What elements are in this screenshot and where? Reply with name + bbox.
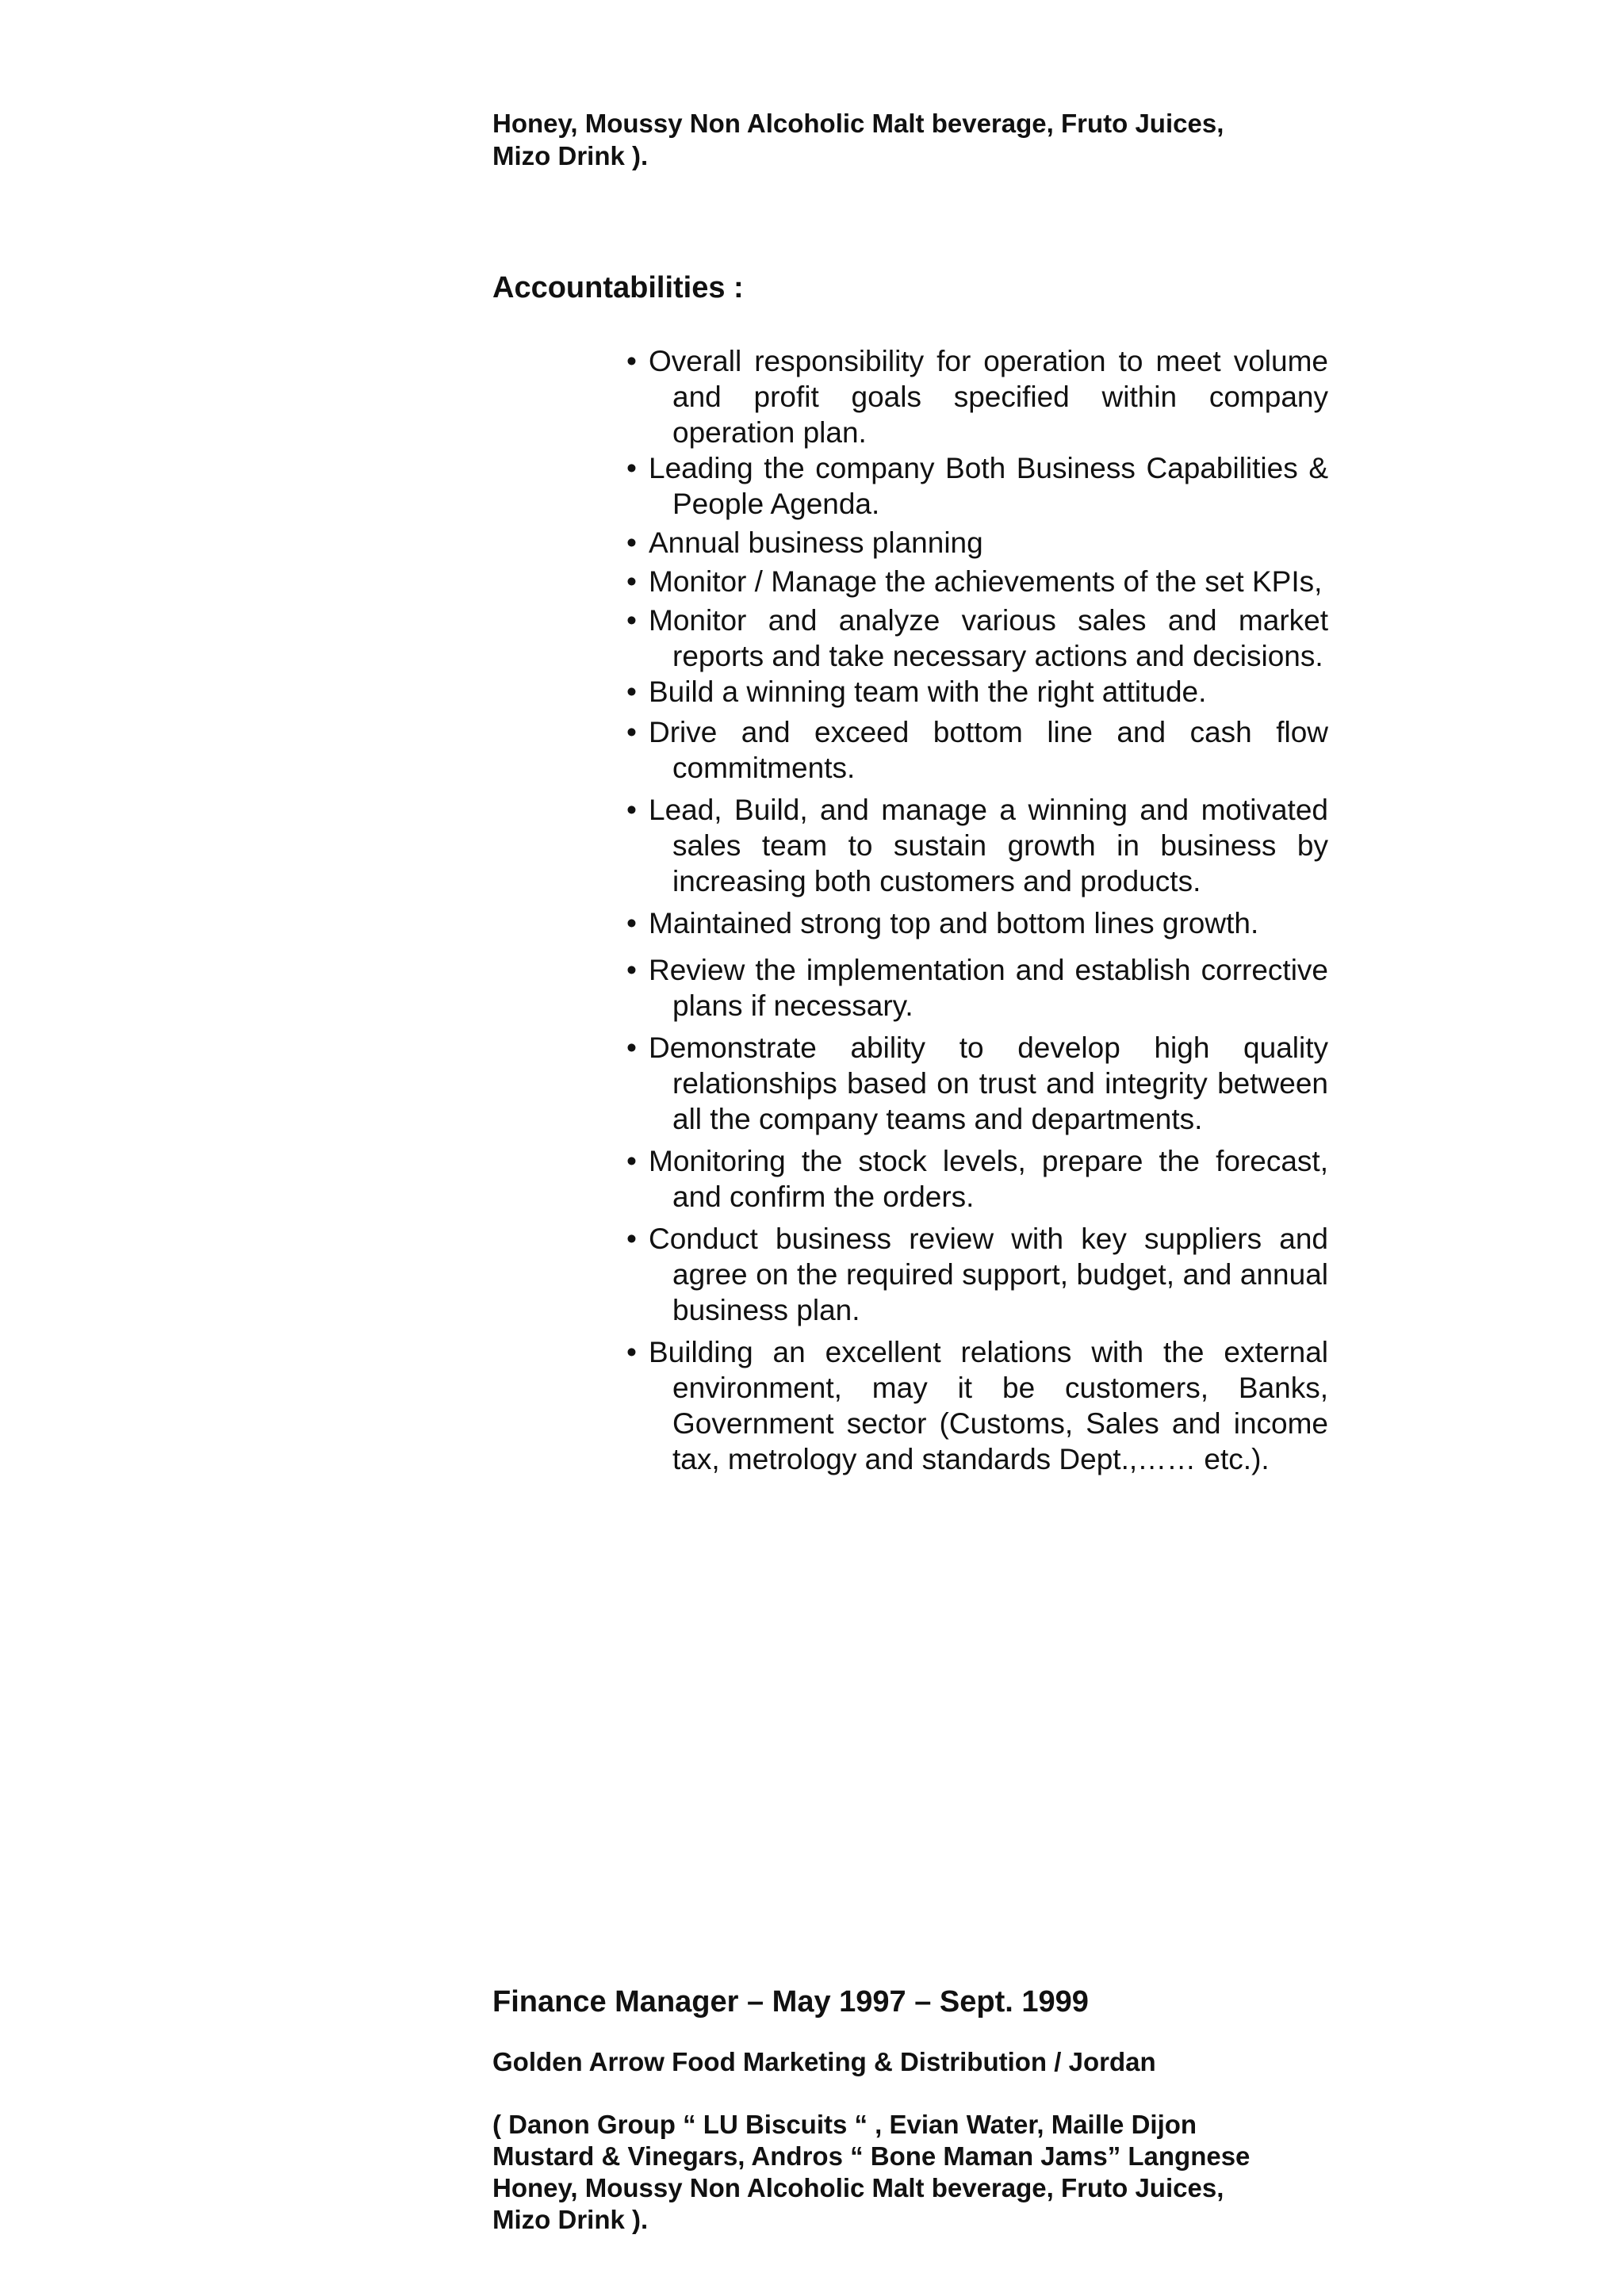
list-item xyxy=(626,952,1328,1024)
bullet-icon: • xyxy=(626,565,637,598)
bullet-icon: • xyxy=(626,794,637,826)
bullet-icon: • xyxy=(626,954,637,986)
list-item xyxy=(626,525,1328,561)
list-item xyxy=(626,905,1328,941)
job-brands xyxy=(492,2109,1365,2236)
accountabilities-list xyxy=(626,343,1328,1477)
list-item-text: Maintained strong top and bottom lines growth. xyxy=(649,907,1259,939)
bullet-icon: • xyxy=(626,907,637,939)
brands-line: Mustard & Vinegars, Andros “ Bone Maman Jams” Langnese xyxy=(492,2141,1251,2171)
job-entry-finance-manager xyxy=(492,1984,1365,2236)
intro-line: Honey, Moussy Non Alcoholic Malt beverage, Fruto Juices, xyxy=(492,109,1224,138)
list-item xyxy=(626,1221,1328,1328)
list-item xyxy=(626,714,1328,786)
list-item-text: Monitor and analyze various sales and market reports and take necessary actions and decisions. xyxy=(649,604,1328,672)
list-item-text: Review the implementation and establish corrective plans if necessary. xyxy=(649,954,1328,1022)
list-item xyxy=(626,674,1328,710)
bullet-icon: • xyxy=(626,345,637,377)
job-title: Finance Manager – May 1997 – Sept. 1999 xyxy=(492,1985,1089,2019)
list-item-text: Monitor / Manage the achievements of the set KPIs, xyxy=(649,565,1323,598)
brands-line: ( Danon Group “ LU Biscuits “ , Evian Water, Maille Dijon xyxy=(492,2110,1197,2139)
bullet-icon: • xyxy=(626,716,637,748)
list-item-text: Monitoring the stock levels, prepare the forecast, and confirm the orders. xyxy=(649,1145,1328,1213)
list-item-text: Demonstrate ability to develop high quality relationships based on trust and integrity between all the company teams and departments. xyxy=(649,1031,1328,1135)
list-item-text: Conduct business review with key suppliers and agree on the required support, budget, and annual business plan. xyxy=(649,1223,1328,1326)
list-item-text: Building an excellent relations with the external environment, may it be customers, Banks, Government sector (Customs, Sales and income tax, metrology and standards Dept.,…… etc.). xyxy=(649,1336,1328,1475)
bullet-icon: • xyxy=(626,1145,637,1177)
list-item-text: Lead, Build, and manage a winning and motivated sales team to sustain growth in business by increasing both customers and products. xyxy=(649,794,1328,897)
accountabilities-heading: Accountabilities : xyxy=(492,271,744,304)
bullet-icon: • xyxy=(626,675,637,708)
list-item-text: Overall responsibility for operation to meet volume and profit goals specified within company operation plan. xyxy=(649,345,1328,449)
bullet-icon: • xyxy=(626,452,637,484)
list-item xyxy=(626,564,1328,599)
intro-brands-continuation xyxy=(492,107,1365,172)
list-item xyxy=(626,603,1328,674)
bullet-icon: • xyxy=(626,526,637,559)
bullet-icon: • xyxy=(626,604,637,637)
list-item-text: Annual business planning xyxy=(649,526,983,559)
list-item xyxy=(626,792,1328,899)
bullet-icon: • xyxy=(626,1223,637,1255)
intro-line: Mizo Drink ). xyxy=(492,141,649,170)
brands-line: Mizo Drink ). xyxy=(492,2205,649,2234)
job-company: Golden Arrow Food Marketing & Distribution / Jordan xyxy=(492,2047,1156,2076)
list-item xyxy=(626,1143,1328,1215)
list-item xyxy=(626,1030,1328,1137)
list-item xyxy=(626,343,1328,450)
brands-line: Honey, Moussy Non Alcoholic Malt beverage, Fruto Juices, xyxy=(492,2173,1224,2202)
bullet-icon: • xyxy=(626,1031,637,1064)
list-item xyxy=(626,450,1328,522)
bullet-icon: • xyxy=(626,1336,637,1368)
list-item xyxy=(626,1334,1328,1477)
list-item-text: Drive and exceed bottom line and cash flow commitments. xyxy=(649,716,1328,784)
list-item-text: Build a winning team with the right attitude. xyxy=(649,675,1207,708)
list-item-text: Leading the company Both Business Capabilities & People Agenda. xyxy=(649,452,1328,520)
